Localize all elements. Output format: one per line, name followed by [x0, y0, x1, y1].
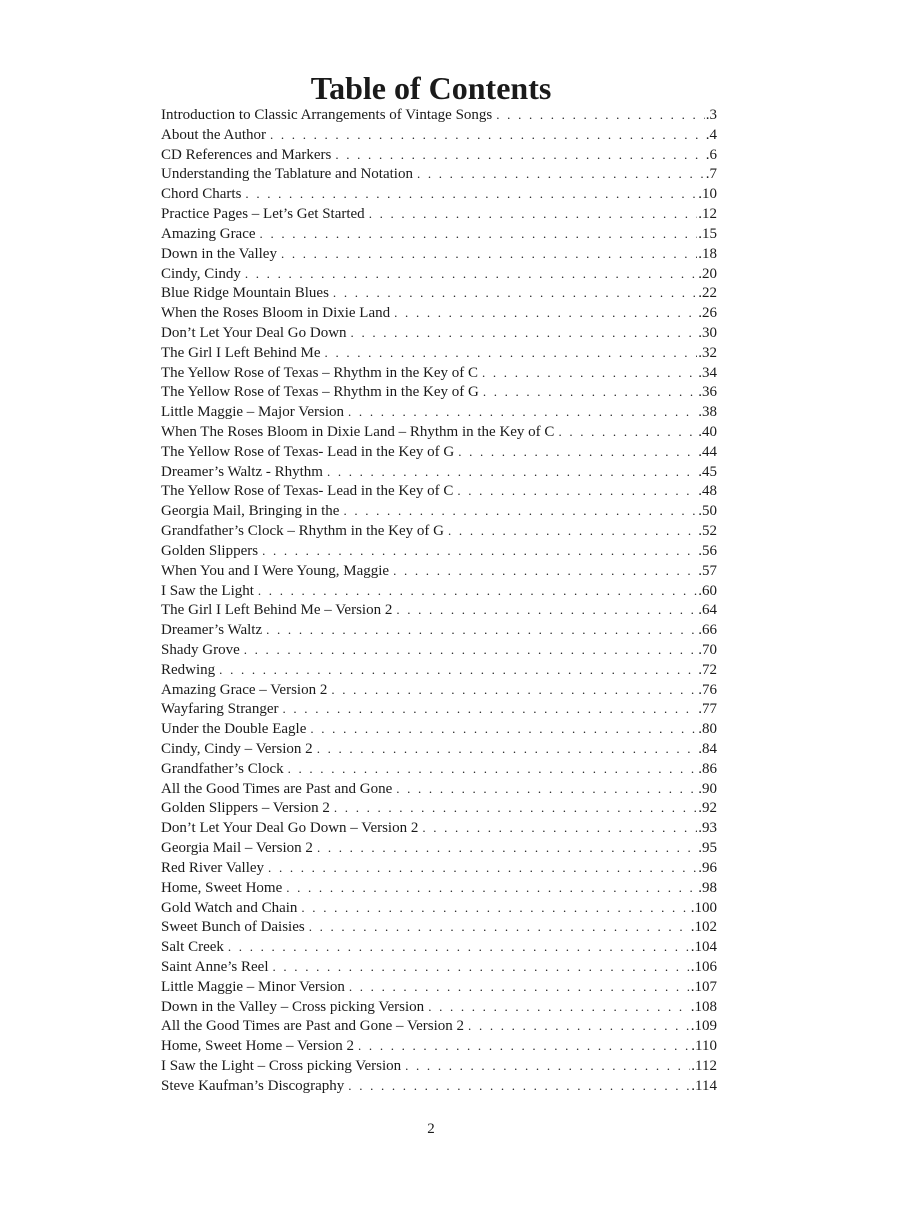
dot-leader: [348, 1076, 690, 1096]
dot-leader: [369, 204, 698, 224]
toc-entry-title: Cindy, Cindy: [161, 265, 241, 282]
toc-entry: [161, 600, 717, 620]
toc-entry-title: Amazing Grace: [161, 225, 256, 242]
toc-entry-page: .77: [698, 701, 717, 718]
toc-entry-title: Red River Valley: [161, 859, 265, 876]
toc-entry-page: .52: [698, 523, 717, 540]
toc-entry-title: When You and I Were Young, Maggie: [161, 562, 390, 579]
toc-entry-title: Steve Kaufman’s Discography: [161, 1077, 345, 1094]
dot-leader: [327, 462, 697, 482]
toc-entry-page: .3: [705, 107, 717, 123]
dot-leader: [334, 798, 697, 818]
toc-entry: [161, 699, 717, 719]
toc-entry: [161, 680, 717, 700]
page-number: 2: [427, 1121, 435, 1137]
toc-entry-page: .92: [698, 800, 717, 817]
dot-leader: [558, 422, 697, 442]
toc-entry-page: .22: [698, 285, 717, 302]
toc-entry: [161, 303, 717, 323]
toc-entry-title: CD References and Markers: [161, 146, 332, 163]
dot-leader: [310, 719, 697, 739]
toc-entry-page: .20: [698, 265, 717, 282]
toc-entry-title: I Saw the Light: [161, 582, 254, 599]
toc-entry: [161, 224, 717, 244]
toc-entry: [161, 818, 717, 838]
toc-entry-title: Don’t Let Your Deal Go Down: [161, 324, 347, 341]
toc-entry-page: .86: [698, 760, 717, 777]
toc-entry: [161, 105, 717, 125]
toc-entry: [161, 145, 717, 165]
toc-entry-page: .80: [698, 721, 717, 738]
toc-entry: [161, 244, 717, 264]
toc-entry-page: .95: [698, 840, 717, 857]
toc-entry: [161, 917, 717, 937]
dot-leader: [219, 660, 697, 680]
toc-entry-page: .56: [698, 542, 717, 559]
toc-entry-title: Little Maggie – Major Version: [161, 404, 345, 421]
dot-leader: [393, 561, 697, 581]
toc-entry: [161, 264, 717, 284]
toc-entry-page: .44: [698, 443, 717, 460]
toc-entry-page: .38: [698, 404, 717, 421]
dot-leader: [270, 125, 705, 145]
toc-entry: [161, 561, 717, 581]
toc-entry-page: .18: [698, 245, 717, 262]
toc-entry-title: The Girl I Left Behind Me – Version 2: [161, 602, 393, 619]
toc-entry: [161, 957, 717, 977]
toc-entry-page: .50: [698, 503, 717, 520]
page-title: Table of Contents: [310, 70, 552, 106]
toc-entry: [161, 759, 717, 779]
toc-entry: [161, 541, 717, 561]
toc-entry-title: Redwing: [161, 661, 216, 678]
toc-entry-title: Under the Double Eagle: [161, 721, 307, 738]
dot-leader: [496, 105, 704, 125]
toc-entry-title: When the Roses Bloom in Dixie Land: [161, 305, 391, 322]
toc-entry-title: The Yellow Rose of Texas- Lead in the Key of C: [161, 483, 454, 500]
toc-entry-title: Georgia Mail – Version 2: [161, 840, 313, 857]
toc-entry-title: The Yellow Rose of Texas- Lead in the Key of G: [161, 443, 455, 460]
toc-entry-page: .10: [698, 186, 717, 203]
toc-entry-page: .32: [698, 344, 717, 361]
toc-entry: [161, 779, 717, 799]
toc-entry-title: All the Good Times are Past and Gone – Version 2: [161, 1018, 465, 1035]
dot-leader: [268, 858, 697, 878]
toc-entry-title: Chord Charts: [161, 186, 242, 203]
toc-entry-page: .90: [698, 780, 717, 797]
toc-entry-title: Practice Pages – Let’s Get Started: [161, 206, 365, 223]
toc-entry-title: Home, Sweet Home: [161, 879, 283, 896]
toc-entry-title: I Saw the Light – Cross picking Version: [161, 1058, 402, 1074]
toc-entry: [161, 937, 717, 957]
dot-leader: [343, 501, 697, 521]
dot-leader: [245, 264, 697, 284]
toc-entry: [161, 660, 717, 680]
toc-entry-title: The Yellow Rose of Texas – Rhythm in the Key of G: [161, 384, 479, 401]
toc-entry-title: Gold Watch and Chain: [161, 899, 298, 916]
dot-leader: [458, 442, 697, 462]
dot-leader: [325, 343, 698, 363]
toc-entry-page: .7: [705, 166, 717, 183]
toc-entry-page: .110: [691, 1038, 717, 1055]
toc-entry-title: Grandfather’s Clock: [161, 760, 284, 777]
dot-leader: [428, 997, 690, 1017]
dot-leader: [281, 244, 697, 264]
toc-entry-page: .60: [698, 582, 717, 599]
toc-entry: [161, 1016, 717, 1036]
toc-entry-page: .48: [698, 483, 717, 500]
dot-leader: [301, 898, 689, 918]
dot-leader: [468, 1016, 690, 1036]
dot-leader: [331, 680, 697, 700]
toc-entry-page: .15: [698, 225, 717, 242]
toc-entry-page: .36: [698, 384, 717, 401]
toc-entry-page: .26: [698, 305, 717, 322]
dot-leader: [351, 323, 698, 343]
toc-entry-page: .106: [690, 958, 717, 975]
toc-entry-title: Understanding the Tablature and Notation: [161, 166, 413, 183]
toc-entry-title: Georgia Mail, Bringing in the: [161, 503, 340, 520]
toc-entry-page: .93: [698, 820, 717, 837]
table-of-contents: [161, 105, 717, 1096]
dot-leader: [457, 481, 697, 501]
toc-entry-title: Dreamer’s Waltz: [161, 622, 263, 639]
toc-entry-page: .112: [691, 1058, 717, 1074]
toc-entry: [161, 184, 717, 204]
dot-leader: [394, 303, 697, 323]
dot-leader: [417, 164, 705, 184]
toc-entry-page: .12: [698, 206, 717, 223]
toc-entry-title: Golden Slippers – Version 2: [161, 800, 330, 817]
toc-entry-page: .4: [705, 126, 717, 143]
toc-entry-title: About the Author: [161, 126, 266, 143]
dot-leader: [333, 283, 697, 303]
toc-entry: [161, 204, 717, 224]
dot-leader: [335, 145, 704, 165]
dot-leader: [483, 382, 697, 402]
dot-leader: [260, 224, 698, 244]
toc-entry-title: Wayfaring Stranger: [161, 701, 279, 718]
dot-leader: [317, 739, 698, 759]
toc-entry: [161, 442, 717, 462]
dot-leader: [422, 818, 697, 838]
dot-leader: [245, 184, 697, 204]
toc-entry-page: .6: [705, 146, 717, 163]
toc-entry-title: Cindy, Cindy – Version 2: [161, 741, 313, 757]
toc-entry-title: Golden Slippers: [161, 542, 259, 559]
toc-entry-page: .107: [690, 978, 717, 995]
dot-leader: [244, 640, 698, 660]
toc-entry: [161, 481, 717, 501]
toc-entry-page: .98: [698, 879, 717, 896]
toc-entry-page: .70: [698, 641, 717, 658]
dot-leader: [348, 402, 697, 422]
toc-entry-page: .108: [690, 998, 717, 1015]
toc-entry-page: .34: [698, 364, 717, 381]
toc-entry: [161, 323, 717, 343]
toc-entry-title: Amazing Grace – Version 2: [161, 681, 328, 698]
dot-leader: [309, 917, 690, 937]
toc-entry: [161, 422, 717, 442]
toc-entry: [161, 164, 717, 184]
dot-leader: [396, 779, 697, 799]
dot-leader: [262, 541, 697, 561]
dot-leader: [405, 1056, 690, 1076]
toc-entry-title: Home, Sweet Home – Version 2: [161, 1038, 355, 1055]
toc-entry-page: .84: [698, 741, 717, 757]
toc-entry: [161, 838, 717, 858]
toc-entry-title: When The Roses Bloom in Dixie Land – Rhythm in the Key of C: [161, 424, 555, 440]
toc-entry-page: .114: [691, 1077, 717, 1094]
toc-entry: [161, 719, 717, 739]
toc-entry-title: Shady Grove: [161, 641, 240, 658]
dot-leader: [283, 699, 698, 719]
toc-entry-title: The Yellow Rose of Texas – Rhythm in the Key of C: [161, 364, 478, 381]
toc-entry-title: Down in the Valley: [161, 245, 277, 262]
toc-entry: [161, 878, 717, 898]
toc-entry: [161, 1056, 717, 1076]
toc-entry: [161, 402, 717, 422]
toc-entry-page: .40: [698, 424, 717, 440]
toc-entry-title: Blue Ridge Mountain Blues: [161, 285, 329, 302]
toc-entry-title: Dreamer’s Waltz - Rhythm: [161, 463, 323, 480]
toc-entry: [161, 501, 717, 521]
toc-entry: [161, 581, 717, 601]
toc-entry-title: The Girl I Left Behind Me: [161, 344, 321, 361]
toc-entry: [161, 858, 717, 878]
toc-entry-page: .64: [698, 602, 717, 619]
toc-entry-page: .104: [690, 939, 717, 956]
toc-entry: [161, 283, 717, 303]
toc-entry: [161, 521, 717, 541]
toc-entry: [161, 125, 717, 145]
dot-leader: [349, 977, 690, 997]
toc-entry: [161, 462, 717, 482]
dot-leader: [286, 878, 697, 898]
toc-entry-title: Little Maggie – Minor Version: [161, 978, 345, 995]
dot-leader: [358, 1036, 690, 1056]
dot-leader: [396, 600, 697, 620]
toc-entry-page: .30: [698, 324, 717, 341]
toc-entry: [161, 977, 717, 997]
toc-entry-page: .45: [698, 463, 717, 480]
toc-entry: [161, 1076, 717, 1096]
dot-leader: [482, 363, 697, 383]
toc-entry-page: .66: [698, 622, 717, 639]
dot-leader: [273, 957, 690, 977]
toc-entry-page: .57: [698, 562, 717, 579]
toc-entry-title: Saint Anne’s Reel: [161, 958, 269, 975]
dot-leader: [448, 521, 697, 541]
toc-entry-page: .96: [698, 859, 717, 876]
toc-entry: [161, 620, 717, 640]
dot-leader: [317, 838, 697, 858]
toc-entry-page: .109: [690, 1018, 717, 1035]
toc-entry: [161, 997, 717, 1017]
toc-entry: [161, 798, 717, 818]
dot-leader: [288, 759, 698, 779]
toc-entry-page: .76: [698, 681, 717, 698]
toc-entry-title: Salt Creek: [161, 939, 224, 956]
toc-entry-title: Introduction to Classic Arrangements of Vintage Songs: [161, 107, 493, 123]
toc-entry: [161, 898, 717, 918]
dot-leader: [228, 937, 690, 957]
toc-entry-title: All the Good Times are Past and Gone: [161, 780, 393, 797]
toc-entry: [161, 382, 717, 402]
dot-leader: [266, 620, 697, 640]
dot-leader: [258, 581, 697, 601]
toc-entry: [161, 739, 717, 759]
toc-entry-page: .72: [698, 661, 717, 678]
toc-entry-title: Down in the Valley – Cross picking Version: [161, 998, 425, 1015]
toc-entry: [161, 640, 717, 660]
toc-entry: [161, 1036, 717, 1056]
toc-entry: [161, 343, 717, 363]
toc-entry-page: .102: [690, 919, 717, 936]
toc-entry-title: Don’t Let Your Deal Go Down – Version 2: [161, 820, 419, 837]
toc-entry-title: Grandfather’s Clock – Rhythm in the Key of G: [161, 523, 445, 540]
toc-entry: [161, 363, 717, 383]
toc-entry-page: .100: [690, 899, 717, 916]
toc-entry-title: Sweet Bunch of Daisies: [161, 919, 305, 936]
